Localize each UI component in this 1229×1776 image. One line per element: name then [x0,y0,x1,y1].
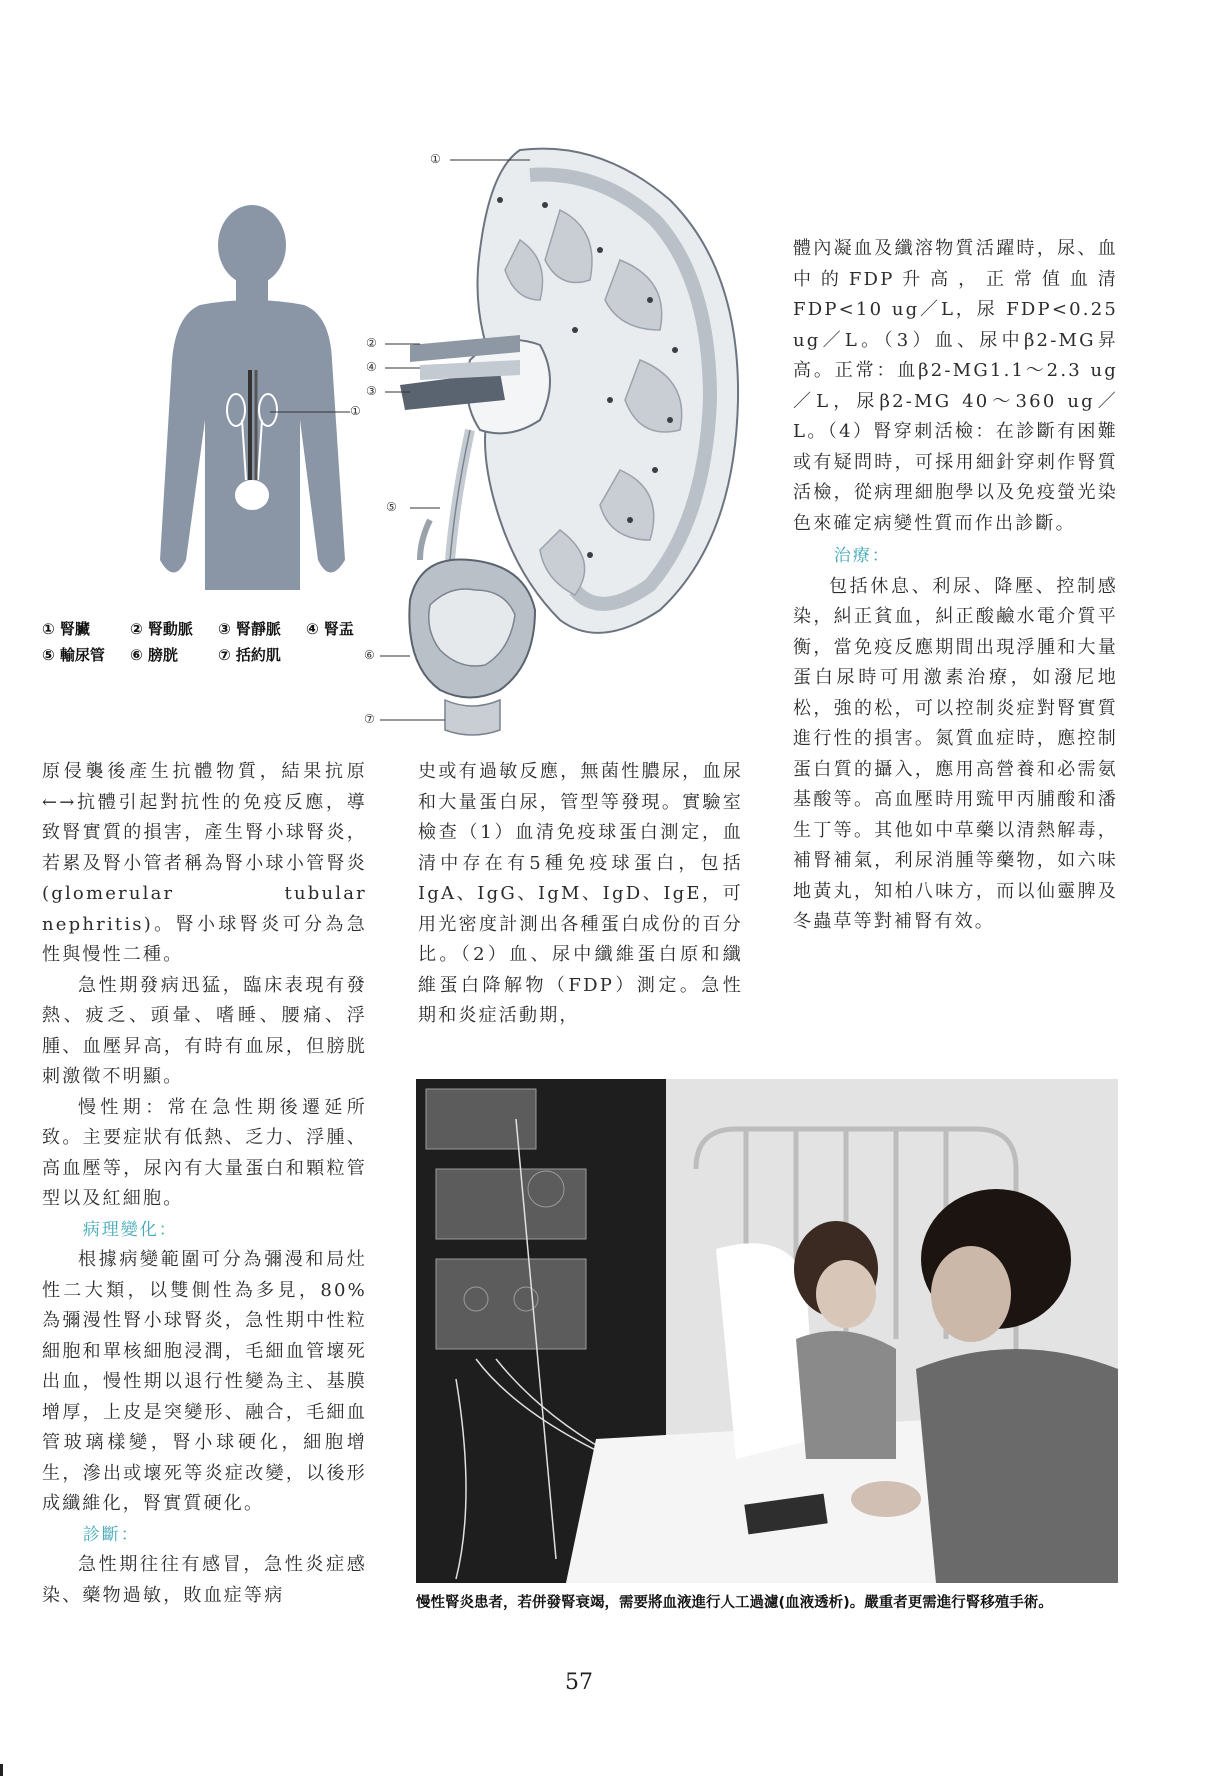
middle-column-text [418,757,743,1032]
body-silhouette [160,205,345,590]
legend-item: ⑤ 輸尿管 [42,646,105,664]
page-number: 57 [565,1670,593,1695]
callout-1-top: ① [430,152,441,166]
paragraph: 根據病變範圍可分為彌漫和局灶性二大類，以雙側性為多見，80%為彌漫性腎小球腎炎，急性期中性粒細胞和單核細胞浸潤，毛細血管壞死出血，慢性期以退行性變為主、基膜增厚，上皮是突變形、融合，毛細血管玻璃樣變，腎小球硬化，細胞增生，滲出或壞死等炎症改變，以後形成纖維化，腎實質硬化。 [42,1249,367,1514]
paragraph: 急性期發病迅猛，臨床表現有發熱、疲乏、頭暈、嗜睡、腰痛、浮腫、血壓昇高，有時有血尿，但膀胱刺激徵不明顯。 [42,974,367,1087]
callout-4: ④ [366,360,377,374]
paragraph: 包括休息、利尿、降壓、控制感染，糾正貧血，糾正酸鹼水電介質平衡，當免疫反應期間出現浮腫和大量蛋白尿時可用激素治療，如潑尼地松，強的松，可以控制炎症對腎實質進行性的損害。氮質血症時，應控制蛋白質的攝入，應用高營養和必需氨基酸等。高血壓時用巰甲丙脯酸和潘生丁等。其他如中草藥以清熱解毒，補腎補氣，利尿消腫等藥物，如六味地黃丸，知柏八味方，而以仙靈脾及冬蟲草等對補腎有效。 [793,575,1118,932]
callout-6: ⑥ [364,648,375,662]
legend-item: ⑦ 括約肌 [218,646,281,664]
legend-item: ④ 腎盂 [306,620,354,638]
photo-figures [744,1189,1118,1583]
paragraph: 原侵襲後產生抗體物質，結果抗原←→抗體引起對抗性的免疫反應，導致腎實質的損害，產生腎小球腎炎，若累及腎小管者稱為腎小球小管腎炎(glomerular tubular nephritis)。腎小球腎炎可分為急性與慢性二種。 [42,761,367,965]
callout-7: ⑦ [364,712,375,726]
scan-edge-mark [0,1764,3,1776]
legend-item: ② 腎動脈 [130,620,193,638]
section-heading-pathology: 病理變化： [82,1219,178,1240]
callout-1-body: ① [350,404,361,418]
legend-row-1 [42,616,372,642]
legend-row-2 [42,642,372,668]
section-heading-treatment: 治療： [833,546,891,566]
paragraph: 史或有過敏反應，無菌性膿尿，血尿和大量蛋白尿，管型等發現。實驗室檢查（1）血清免疫球蛋白測定，血清中存在有5種免疫球蛋白，包括IgA、IgG、IgM、IgD、IgE，可用光密度計測出各種蛋白成份的百分比。（2）血、尿中纖維蛋白原和纖維蛋白降解物（FDP）測定。急性期和炎症活動期， [418,761,743,1026]
kidney-cross-section [400,149,738,735]
legend-item: ⑥ 膀胱 [130,646,178,664]
right-column-text [793,234,1118,938]
photo-caption: 慢性腎炎患者，若併發腎衰竭，需要將血液進行人工過濾(血液透析)。嚴重者更需進行腎移殖手術。 [416,1595,1053,1611]
paragraph: 體內凝血及纖溶物質活躍時，尿、血中的FDP升高，正常值血清FDP<10 ug／L，尿 FDP<0.25 ug／L。（3）血、尿中β2-MG昇高。正常：血β2-MG1.1～2.3 ug／L，尿β2-MG 40～360 ug／L。（4）腎穿刺活檢：在診斷有困難或有疑問時，可採用細針穿刺作腎質活檢，從病理細胞學以及免疫螢光染色來確定病變性質而作出診斷。 [793,238,1118,534]
left-column-text [42,757,367,1611]
callout-5: ⑤ [386,500,397,514]
dialysis-photo [416,1079,1118,1583]
paragraph: 急性期往往有感冒，急性炎症感染、藥物過敏，敗血症等病 [42,1554,367,1606]
section-heading-diagnosis: 診斷： [82,1524,140,1545]
photo-illustration [416,1079,1118,1583]
callout-3: ③ [366,384,377,398]
legend-item: ① 腎臟 [42,620,90,638]
figure-legend [42,616,372,668]
paragraph: 慢性期：常在急性期後遷延所致。主要症狀有低熱、乏力、浮腫、高血壓等，尿內有大量蛋白和顆粒管型以及紅細胞。 [42,1096,367,1209]
callout-2: ② [366,336,377,350]
legend-item: ③ 腎靜脈 [218,620,281,638]
